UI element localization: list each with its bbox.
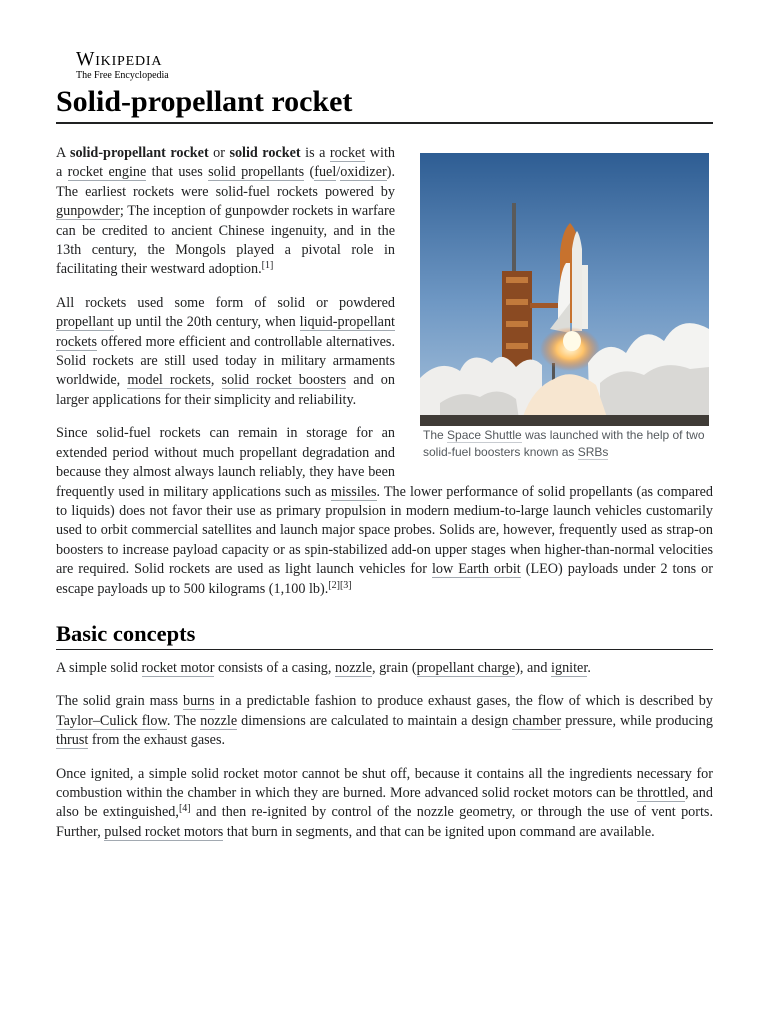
link-rocket-engine[interactable]: rocket engine [67, 164, 147, 181]
intro-paragraph-1: A solid-propellant rocket or solid rocket is a rocket with a rocket engine that uses solid propellants (fuel/oxidizer). The earliest rockets were solid-fuel rockets powered by gunpowder; The inception of gunpowder rockets in warfare can be credited to ancient Chinese ingenuity, and in the 13th century, the Mongols played a pivotal role in facilitating their westward adoption.[1] [56, 145, 395, 278]
link-thrust[interactable]: thrust [56, 732, 89, 749]
link-low-earth-orbit[interactable]: low Earth orbit [431, 561, 521, 578]
link-space-shuttle[interactable]: Space Shuttle [447, 428, 522, 442]
infobox-figure [420, 153, 710, 461]
citation-3[interactable]: [3] [339, 579, 352, 591]
link-throttled[interactable]: throttled [637, 784, 686, 801]
link-solid-propellants[interactable]: solid propellants [208, 164, 305, 181]
link-nozzle[interactable]: nozzle [335, 659, 373, 676]
citation-4[interactable]: [4] [178, 803, 191, 815]
wikipedia-logo[interactable] [76, 50, 169, 81]
basic-paragraph-3: Once ignited, a simple solid rocket motor cannot be shut off, because it contains all the ingredients necessary for combustion within the chamber in which they are burned. More advanced solid rocket motors can be throttled, and also be extinguished,[4] and then re-ignited by control of the nozzle geometry, or through the use of vent ports. Further, pulsed rocket motors that burn in segments, and that can be ignited upon command are available. [56, 765, 713, 840]
section-heading-basic-concepts: Basic concepts [56, 620, 713, 650]
link-burns[interactable]: burns [182, 693, 215, 710]
article-body [56, 144, 713, 856]
intro-paragraph-2: All rockets used some form of solid or powdered propellant up until the 20th century, when liquid-propellant rockets offered more efficient and controllable alternatives. Solid rockets are still used today in military armaments worldwide, model rockets, solid rocket boosters and on larger applications for their simplicity and reliability. [56, 294, 395, 408]
link-chamber[interactable]: chamber [512, 712, 562, 729]
link-missiles[interactable]: missiles [330, 483, 377, 500]
page-title: Solid-propellant rocket [56, 84, 713, 124]
logo-wordmark: Wikipedia [76, 49, 163, 70]
link-taylor-culick-flow[interactable]: Taylor–Culick flow [56, 712, 167, 729]
link-pulsed-rocket-motors[interactable]: pulsed rocket motors [104, 823, 224, 840]
intro-paragraph-3: Since solid-fuel rockets can remain in storage for an extended period without much propellant degradation and because they almost always launch reliably, they have been frequently used in military applications such as missiles. The lower performance of solid propellants (as compared to liquids) does not favor their use as primary propulsion in modern medium-to-large launch vehicles customarily used to orbit commercial satellites and launch major space probes. Solids are, however, frequently used as strap-on boosters to increase payload capacity or as spin-stabilized add-on upper stages when higher-than-normal velocities are required. Solid rockets are used as light launch vehicles for low Earth orbit (LEO) payloads under 2 tons or escape payloads up to 500 kilograms (1,100 lb).[2][3] [56, 425, 713, 597]
link-srbs[interactable]: SRBs [577, 445, 609, 459]
basic-paragraph-2: The solid grain mass burns in a predictable fashion to produce exhaust gases, the flow of which is described by Taylor–Culick flow. The nozzle dimensions are calculated to maintain a design chamber pressure, while producing thrust from the exhaust gases. [56, 693, 713, 749]
figure-caption: The Space Shuttle was launched with the help of two solid-fuel boosters known as SRBs [423, 428, 705, 459]
basic-paragraph-1: A simple solid rocket motor consists of a casing, nozzle, grain (propellant charge), and igniter. [56, 659, 591, 676]
link-propellant[interactable]: propellant [56, 314, 114, 331]
link-gunpowder[interactable]: gunpowder [56, 203, 120, 220]
link-igniter[interactable]: igniter [551, 659, 588, 676]
citation-2[interactable]: [2] [328, 579, 340, 591]
logo-tagline: The Free Encyclopedia [76, 69, 169, 81]
link-solid-rocket-boosters[interactable]: solid rocket boosters [221, 372, 347, 389]
citation-1[interactable]: [1] [261, 260, 274, 272]
link-rocket-motor[interactable]: rocket motor [141, 659, 215, 676]
link-liquid-propellant-rockets[interactable]: liquid-propellant rockets [56, 314, 395, 350]
link-propellant-charge[interactable]: propellant charge [416, 659, 516, 676]
link-oxidizer[interactable]: oxidizer [340, 164, 387, 181]
link-fuel[interactable]: fuel [314, 164, 337, 181]
link-nozzle-2[interactable]: nozzle [200, 712, 238, 729]
space-shuttle-launch-photo[interactable] [420, 153, 709, 426]
link-model-rockets[interactable]: model rockets [127, 372, 211, 389]
link-rocket[interactable]: rocket [329, 145, 366, 161]
